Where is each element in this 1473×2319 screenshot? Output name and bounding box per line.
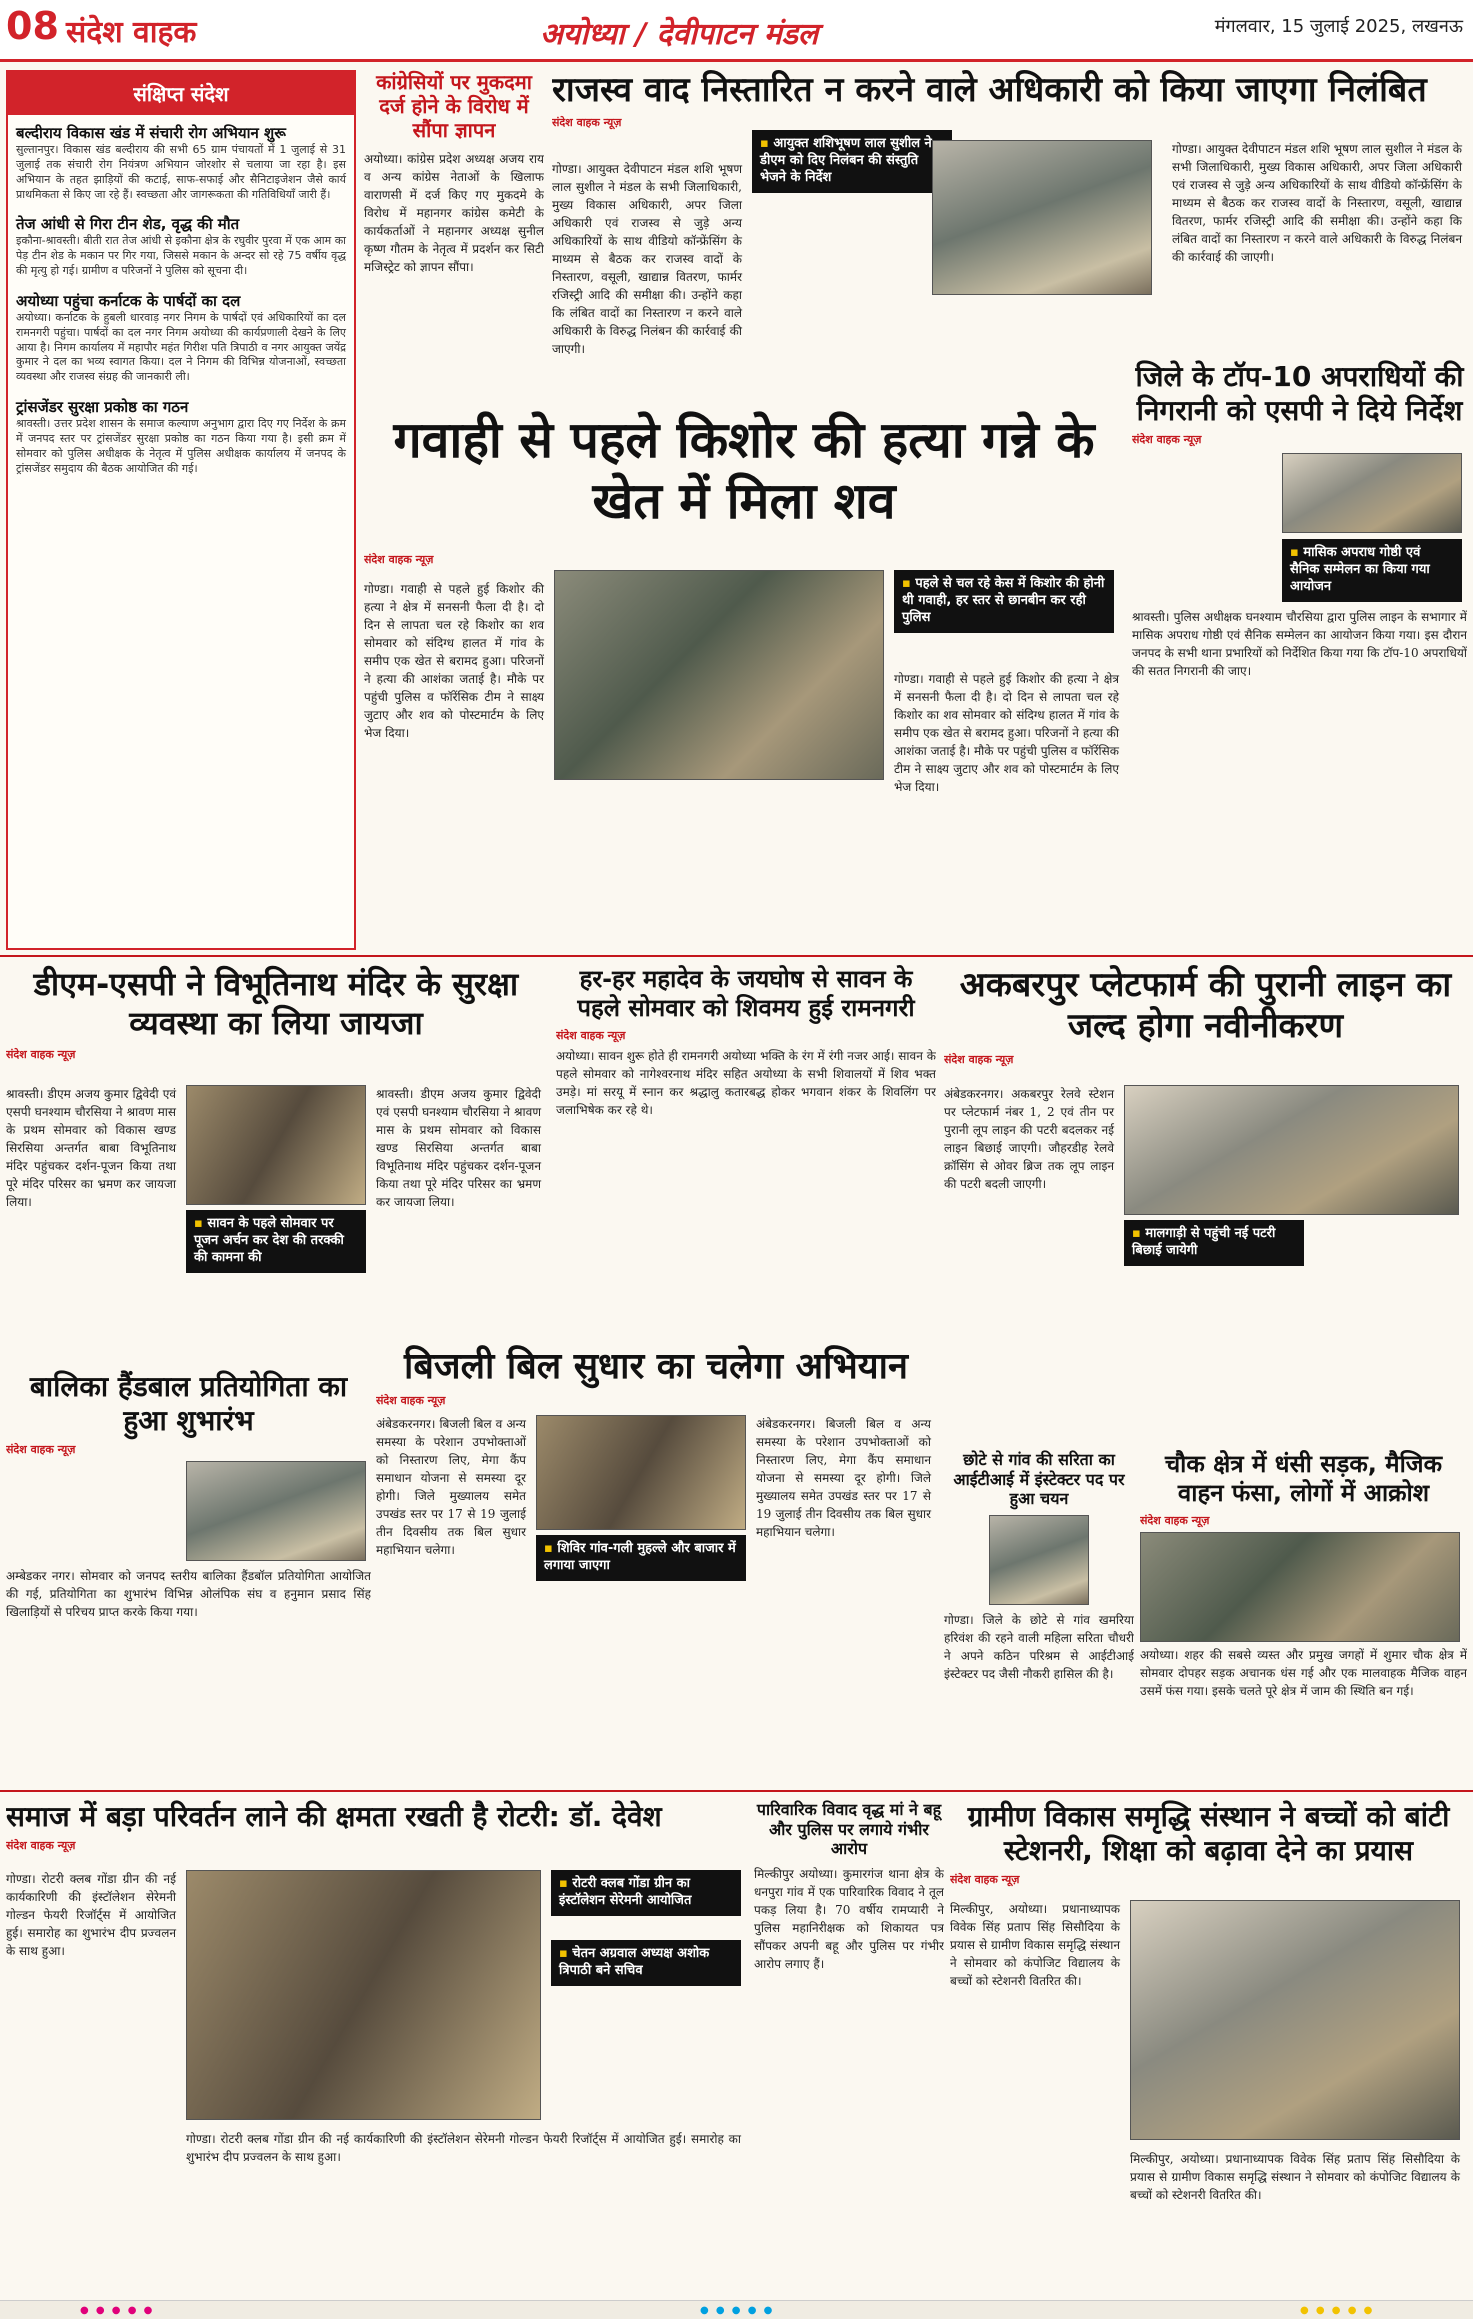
brief-text: श्रावस्ती। उत्तर प्रदेश शासन के समाज कल्याण अनुभाग द्वारा दिए गए निर्देश के क्रम में जनपद स्तर पर ट्रांसजेंडर सुरक्षा प्रकोष्ठ का गठन किया गया है। इसी क्रम में सोमवार को पुलिस अधीक्षक के नेतृत्व में पुलिस अधीक्षक कार्यालय में जनपद के ट्रांसजेंडर समुदाय की बैठक आयोजित की गई।: [16, 417, 346, 475]
registration-marks: ● ● ● ● ●: [1300, 2305, 1375, 2316]
story-text: श्रावस्ती। डीएम अजय कुमार द्विवेदी एवं एसपी घनश्याम चौरसिया ने श्रावण मास के प्रथम सोमवार को विकास खण्ड सिरसिया अन्तर्गत बाबा विभूतिनाथ मंदिर पहुंचकर दर्शन-पूजन किया तथा पूरे मंदिर परिसर का भ्रमण कर जायजा लिया।: [6, 1087, 176, 1209]
story-stationery: [950, 1800, 1467, 2295]
brief-item: [8, 206, 354, 283]
headline: जिले के टॉप-10 अपराधियों की निगरानी को एसपी ने दिये निर्देश: [1135, 360, 1464, 428]
story-text: अंबेडकरनगर। अकबरपुर रेलवे स्टेशन पर प्लेटफार्म नंबर 1, 2 एवं तीन पर पुरानी लूप लाइन की पटरी बदलकर नई लाइन बिछाई जाएगी। जौहरडीह रेलवे क्रॉसिंग से ओवर ब्रिज तक लूप लाइन की पटरी बदली जाएगी।: [944, 1087, 1114, 1191]
story-text: अम्बेडकर नगर। सोमवार को जनपद स्तरीय बालिका हैंडबॉल प्रतियोगिता आयोजित की गई, प्रतियोगिता का शुभारंभ विभिन्न ओलंपिक संघ व हनुमान प्रसाद सिंह खिलाड़ियों से परिचय प्राप्त करके किया गया।: [6, 1569, 371, 1620]
headline: चौक क्षेत्र में धंसी सड़क, मैजिक वाहन फंसा, लोगों में आक्रोश: [1164, 1450, 1443, 1508]
byline: संदेश वाहक न्यूज़: [6, 1839, 76, 1853]
dateline: मंगलवार, 15 जुलाई 2025, लखनऊ: [1214, 16, 1463, 37]
brief-headline: अयोध्या पहुंचा कर्नाटक के पार्षदों का दल: [16, 291, 241, 310]
divider: [0, 955, 1473, 957]
brief-news-sidebar: [6, 70, 356, 950]
story-text: अयोध्या। शहर की सबसे व्यस्त और प्रमुख जगहों में शुमार चौक क्षेत्र में सोमवार दोपहर सड़क अचानक धंस गई और एक मालवाहक मैजिक वाहन उसमें फंस गया। इसके चलते पूरे क्षेत्र में जाम की स्थिति बन गई।: [1140, 1647, 1467, 1698]
byline: संदेश वाहक न्यूज़: [6, 1048, 76, 1062]
newspaper-name: संदेश वाहक: [66, 15, 197, 50]
news-photo: [1282, 453, 1462, 533]
brief-headline: तेज आंधी से गिरा टीन शेड, वृद्ध की मौत: [16, 215, 240, 234]
headline: अकबरपुर प्लेटफार्म की पुरानी लाइन का जल्द होगा नवीनीकरण: [959, 965, 1452, 1047]
news-photo: [186, 1461, 366, 1561]
headline: कांग्रेसियों पर मुकदमा दर्ज होने के विरोध में सौंपा ज्ञापन: [376, 70, 532, 142]
brief-text: इकौना-श्रावस्ती। बीती रात तेज आंधी से इकौना क्षेत्र के रघुवीर पुरवा में एक आम का पेड़ टीन शेड के मकान पर गिर गया, जिससे मकान के अन्दर सो रहे 75 वर्षीय वृद्ध की मृत्यु हो गई। ग्रामीण व परिजनों ने पुलिस को सूचना दी।: [16, 234, 346, 278]
divider: [0, 1790, 1473, 1792]
story-top10: [1132, 360, 1467, 960]
story-electricity: [376, 1345, 936, 1765]
headline: ग्रामीण विकास समृद्धि संस्थान ने बच्चों को बांटी स्टेशनरी, शिक्षा को बढ़ावा देने का प्रयास: [967, 1800, 1450, 1868]
story-text: श्रावस्ती। डीएम अजय कुमार द्विवेदी एवं एसपी घनश्याम चौरसिया ने श्रावण मास के प्रथम सोमवार को विकास खण्ड सिरसिया अन्तर्गत बाबा विभूतिनाथ मंदिर पहुंचकर दर्शन-पूजन किया तथा पूरे मंदिर परिसर का भ्रमण कर जायजा लिया।: [376, 1087, 541, 1209]
sidebar-title: संक्षिप्त संदेश: [8, 72, 354, 115]
story-text: गोण्डा। गवाही से पहले हुई किशोर की हत्या ने क्षेत्र में सनसनी फैला दी है। दो दिन से लापता चल रहे किशोर का शव सोमवार को संदिग्ध हालत में गांव के समीप एक खेत से बरामद हुआ। परिजनों ने हत्या की आशंका जताई है। मौके पर पहुंची पुलिस व फॉरेंसिक टीम ने साक्ष्य जुटाए और शव को पोस्टमार्टम के लिए भेज दिया।: [364, 582, 544, 740]
news-photo: [554, 570, 884, 780]
story-text: अंबेडकरनगर। बिजली बिल व अन्य समस्या के परेशान उपभोक्ताओं को निस्तारण लिए, मेगा कैंप समाधान योजना से समस्या दूर होगी। जिले मुख्यालय समेत उपखंड स्तर पर 17 से 19 जुलाई तीन दिवसीय तक बिल सुधार महाभियान चलेगा।: [756, 1417, 931, 1539]
story-platform: [944, 965, 1467, 1445]
brief-headline: बल्दीराय विकास खंड में संचारी रोग अभियान शुरू: [16, 124, 286, 142]
news-photo: [186, 1870, 541, 2120]
headline: बालिका हैंडबाल प्रतियोगिता का हुआ शुभारंभ: [29, 1370, 348, 1438]
news-photo: [1140, 1532, 1460, 1642]
headline: समाज में बड़ा परिवर्तन लाने की क्षमता रखती है रोटरी: डॉ. देवेश: [6, 1800, 662, 1833]
print-registration-strip: [0, 2300, 1473, 2319]
byline: संदेश वाहक न्यूज़: [364, 553, 434, 566]
byline: संदेश वाहक न्यूज़: [950, 1873, 1020, 1887]
headline: छोटे से गांव की सरिता का आईटीआई में इंस्टेक्टर पद पर हुआ चयन: [953, 1450, 1125, 1509]
news-photo: [932, 140, 1152, 295]
story-iti: [944, 1450, 1134, 1780]
registration-marks: ● ● ● ● ●: [80, 2305, 155, 2316]
headline: गवाही से पहले किशोर की हत्या गन्ने के खेत में मिला शव: [393, 411, 1095, 530]
story-text: अयोध्या। कांग्रेस प्रदेश अध्यक्ष अजय राय व अन्य कांग्रेस नेताओं के खिलाफ वाराणसी में दर्ज किए गए मुकदमे के विरोध में महानगर कांग्रेस कमेटी के कार्यकर्ताओं ने महानगर अध्यक्ष सुनील कृष्ण गौतम के नेतृत्व में प्रदर्शन कर सिटी मजिस्ट्रेट को ज्ञापन सौंपा।: [364, 152, 544, 274]
page-number: 08: [6, 4, 59, 48]
brief-item: [8, 389, 354, 480]
byline: संदेश वाहक न्यूज़: [556, 1028, 626, 1042]
news-photo: [1124, 1085, 1459, 1215]
section-title: अयोध्या / देवीपाटन मंडल: [540, 17, 819, 52]
story-family: [754, 1800, 944, 2295]
byline: संदेश वाहक न्यूज़: [1132, 433, 1202, 447]
story-text: गोण्डा। रोटरी क्लब गोंडा ग्रीन की नई कार्यकारिणी की इंस्टॉलेशन सेरेमनी गोल्डन फेयरी रिजॉर्ट्स में आयोजित हुई। समारोह का शुभारंभ दीप प्रज्वलन के साथ हुआ।: [6, 1872, 176, 1958]
headline: राजस्व वाद निस्तारित न करने वाले अधिकारी को किया जाएगा निलंबित: [552, 70, 1427, 110]
story-murder: [364, 410, 1124, 960]
news-photo: [1130, 1900, 1460, 2140]
byline: संदेश वाहक न्यूज़: [6, 1443, 76, 1457]
story-handball: [6, 1370, 371, 1790]
portrait-photo: [989, 1515, 1089, 1605]
byline: संदेश वाहक न्यूज़: [1140, 1513, 1210, 1527]
photo-caption: ▪ पहले से चल रहे केस में किशोर की होनी थी गवाही, हर स्तर से छानबीन कर रही पुलिस: [894, 570, 1114, 633]
story-congress: [364, 70, 544, 400]
brief-item: [8, 115, 354, 206]
photo-caption: ▪ रोटरी क्लब गोंडा ग्रीन का इंस्टॉलेशन सेरेमनी आयोजित: [551, 1870, 741, 1916]
photo-caption: ▪ मालगाड़ी से पहुंची नई पटरी बिछाई जायेगी: [1124, 1220, 1304, 1266]
story-text: मिल्कीपुर, अयोध्या। प्रधानाध्यापक विवेक सिंह प्रताप सिंह सिसौदिया के प्रयास से ग्रामीण विकास समृद्धि संस्थान ने सोमवार को कंपोजिट विद्यालय के बच्चों को स्टेशनरी वितरित की।: [950, 1902, 1120, 1988]
story-text: श्रावस्ती। पुलिस अधीक्षक घनश्याम चौरसिया द्वारा पुलिस लाइन के सभागार में मासिक अपराध गोष्ठी एवं सैनिक सम्मेलन का आयोजन किया गया। इस दौरान जनपद के सभी थाना प्रभारियों को निर्देशित किया गया कि टॉप-10 अपराधियों की सतत निगरानी की जाए।: [1132, 609, 1467, 678]
brief-text: अयोध्या। कर्नाटक के हुबली धारवाड़ नगर निगम के पार्षदों एवं अधिकारियों का दल रामनगरी पहुंचा। पार्षदों का दल नगर निगम अयोध्या की कार्यप्रणाली देखने के लिए आया है। निगम कार्यालय में महापौर महंत गिरीश पति त्रिपाठी व नगर आयुक्त जयेंद्र कुमार ने दल का भव्य स्वागत किया। दल ने निगम की विभिन्न योजनाओं, स्वच्छता व्यवस्था और राजस्व संग्रह की जानकारी ली।: [16, 310, 346, 384]
brief-item: [8, 283, 354, 389]
headline: बिजली बिल सुधार का चलेगा अभियान: [404, 1346, 908, 1387]
photo-caption: ▪ मासिक अपराध गोष्ठी एवं सैनिक सम्मेलन का किया गया आयोजन: [1282, 539, 1462, 602]
story-text: अयोध्या। सावन शुरू होते ही रामनगरी अयोध्या भक्ति के रंग में रंगी नजर आई। सावन के पहले सोमवार को नागेश्वरनाथ मंदिर सहित अयोध्या के सभी शिवालयों में शिव भक्त उमड़े। मां सरयू में स्नान कर श्रद्धालु कतारबद्ध होकर भगवान शंकर के शिवलिंग पर जलाभिषेक कर रहे थे।: [556, 1048, 936, 1117]
brief-headline: ट्रांसजेंडर सुरक्षा प्रकोष्ठ का गठन: [16, 398, 189, 417]
byline: संदेश वाहक न्यूज़: [376, 1393, 446, 1407]
registration-marks: ● ● ● ● ●: [700, 2305, 775, 2316]
story-text: गोण्डा। जिले के छोटे से गांव खमरिया हरिवंश की रहने वाली महिला सरिता चौधरी ने अपने कठिन परिश्रम से आईटीआई इंस्टेक्टर पद जैसी नौकरी हासिल की है।: [944, 1612, 1134, 1681]
masthead: [0, 0, 1473, 62]
story-text: गोण्डा। आयुक्त देवीपाटन मंडल शशि भूषण लाल सुशील ने मंडल के सभी जिलाधिकारी, मुख्य विकास अधिकारी, अपर जिला अधिकारी एवं राजस्व से जुड़े अन्य अधिकारियों के साथ वीडियो कॉन्फ्रेंसिंग के माध्यम से बैठक कर राजस्व वादों के निस्तारण, वसूली, खाद्यान्न वितरण, फार्मर रजिस्ट्री आदि की समीक्षा की। उन्होंने कहा कि लंबित वादों का निस्तारण न करने वाले अधिकारी के विरुद्ध निलंबन की कार्रवाई की जाएगी।: [552, 162, 742, 356]
photo-caption: ▪ शिविर गांव-गली मुहल्ले और बाजार में लगाया जाएगा: [536, 1535, 746, 1581]
story-text: गोण्डा। रोटरी क्लब गोंडा ग्रीन की नई कार्यकारिणी की इंस्टॉलेशन सेरेमनी गोल्डन फेयरी रिजॉर्ट्स में आयोजित हुई। समारोह का शुभारंभ दीप प्रज्वलन के साथ हुआ।: [186, 2132, 741, 2164]
headline: डीएम-एसपी ने विभूतिनाथ मंदिर के सुरक्षा व्यवस्था का लिया जायजा: [33, 965, 519, 1043]
byline: संदेश वाहक न्यूज़: [552, 116, 622, 130]
photo-caption: ▪ आयुक्त शशिभूषण लाल सुशील ने डीएम को दिए निलंबन की संस्तुति भेजने के निर्देश: [752, 130, 952, 193]
story-revenue: [552, 70, 1467, 400]
story-text: गोण्डा। गवाही से पहले हुई किशोर की हत्या ने क्षेत्र में सनसनी फैला दी है। दो दिन से लापता चल रहे किशोर का शव सोमवार को संदिग्ध हालत में गांव के समीप एक खेत से बरामद हुआ। परिजनों ने हत्या की आशंका जताई है। मौके पर पहुंची पुलिस व फॉरेंसिक टीम ने साक्ष्य जुटाए और शव को पोस्टमार्टम के लिए भेज दिया।: [894, 672, 1119, 794]
story-text: गोण्डा। आयुक्त देवीपाटन मंडल शशि भूषण लाल सुशील ने मंडल के सभी जिलाधिकारी, मुख्य विकास अधिकारी, अपर जिला अधिकारी एवं राजस्व से जुड़े अन्य अधिकारियों के साथ वीडियो कॉन्फ्रेंसिंग के माध्यम से बैठक कर राजस्व वादों के निस्तारण, वसूली, खाद्यान्न वितरण, फार्मर रजिस्ट्री आदि की समीक्षा की। उन्होंने कहा कि लंबित वादों का निस्तारण न करने वाले अधिकारी के विरुद्ध निलंबन की कार्रवाई की जाएगी।: [1172, 142, 1462, 264]
byline: संदेश वाहक न्यूज़: [944, 1052, 1014, 1066]
photo-caption: ▪ चेतन अग्रवाल अध्यक्ष अशोक त्रिपाठी बने सचिव: [551, 1940, 741, 1986]
headline: हर-हर महादेव के जयघोष से सावन के पहले सोमवार को शिवमय हुई रामनगरी: [577, 965, 915, 1023]
news-photo: [186, 1085, 366, 1205]
story-sawan: [556, 965, 936, 1335]
story-text: अंबेडकरनगर। बिजली बिल व अन्य समस्या के परेशान उपभोक्ताओं को निस्तारण लिए, मेगा कैंप समाधान योजना से समस्या दूर होगी। जिले मुख्यालय समेत उपखंड स्तर पर 17 से 19 जुलाई तीन दिवसीय तक बिल सुधार महाभियान चलेगा।: [376, 1417, 526, 1557]
brief-text: सुल्तानपुर। विकास खंड बल्दीराय की सभी 65 ग्राम पंचायतों में 1 जुलाई से 31 जुलाई तक संचारी रोग नियंत्रण अभियान जोरशोर से चलाया जा रहा है। इस अभियान के तहत झाड़ियों की कटाई, साफ-सफाई और सैनिटाइजेशन जैसे कार्य प्राथमिकता से किए जा रहे हैं। स्वच्छता और जागरूकता की गतिविधियाँ जारी हैं।: [16, 143, 346, 201]
story-rotary: [6, 1800, 746, 2295]
news-photo: [536, 1415, 746, 1530]
headline: पारिवारिक विवाद वृद्ध मां ने बहू और पुलिस पर लगाये गंभीर आरोप: [756, 1800, 942, 1859]
story-text: मिल्कीपुर अयोध्या। कुमारगंज थाना क्षेत्र के धनपुरा गांव में एक पारिवारिक विवाद ने तूल पकड़ लिया है। 70 वर्षीय रामप्यारी ने पुलिस महानिरीक्षक को शिकायत पत्र सौंपकर अपनी बहू और पुलिस पर गंभीर आरोप लगाए हैं।: [754, 1866, 944, 1971]
story-road: [1140, 1450, 1467, 1780]
story-text: मिल्कीपुर, अयोध्या। प्रधानाध्यापक विवेक सिंह प्रताप सिंह सिसौदिया के प्रयास से ग्रामीण विकास समृद्धि संस्थान ने सोमवार को कंपोजिट विद्यालय के बच्चों को स्टेशनरी वितरित की।: [1130, 2152, 1460, 2202]
story-temple: [6, 965, 546, 1365]
photo-caption: ▪ सावन के पहले सोमवार पर पूजन अर्चन कर देश की तरक्की की कामना की: [186, 1210, 366, 1273]
